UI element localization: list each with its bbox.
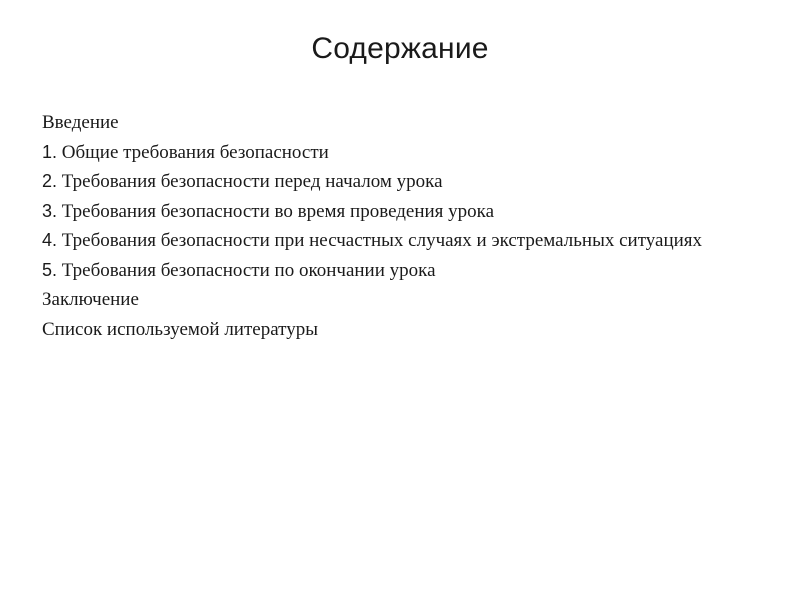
toc-item-conclusion [42,287,742,312]
toc-item-text: Требования безопасности во время проведения урока [57,200,495,222]
toc-item-number: 4. [42,230,58,250]
toc-item-text: Заключение [42,289,139,310]
toc-item-number: 2. [42,171,58,191]
toc-item-text: Требования безопасности по окончании урока [57,259,436,281]
toc-item-text: Требования безопасности при несчастных случаях и экстремальных ситуациях [57,230,703,251]
toc-item-2 [42,169,742,194]
toc-item-number: 1. [42,141,58,162]
toc-item-references [42,317,742,342]
toc-item-introduction [42,110,742,135]
slide-title: Содержание [311,32,489,65]
toc-item-text: Введение [42,112,119,133]
table-of-contents [42,110,742,346]
toc-item-text: Требования безопасности перед началом урока [57,171,443,192]
toc-item-4 [42,228,742,253]
toc-item-number: 3. [42,200,58,221]
toc-item-3 [42,199,742,224]
toc-item-1 [42,140,742,165]
toc-item-number: 5. [42,259,58,280]
toc-item-text: Список используемой литературы [42,318,318,340]
toc-item-text: Общие требования безопасности [57,141,329,163]
toc-item-5 [42,258,742,283]
